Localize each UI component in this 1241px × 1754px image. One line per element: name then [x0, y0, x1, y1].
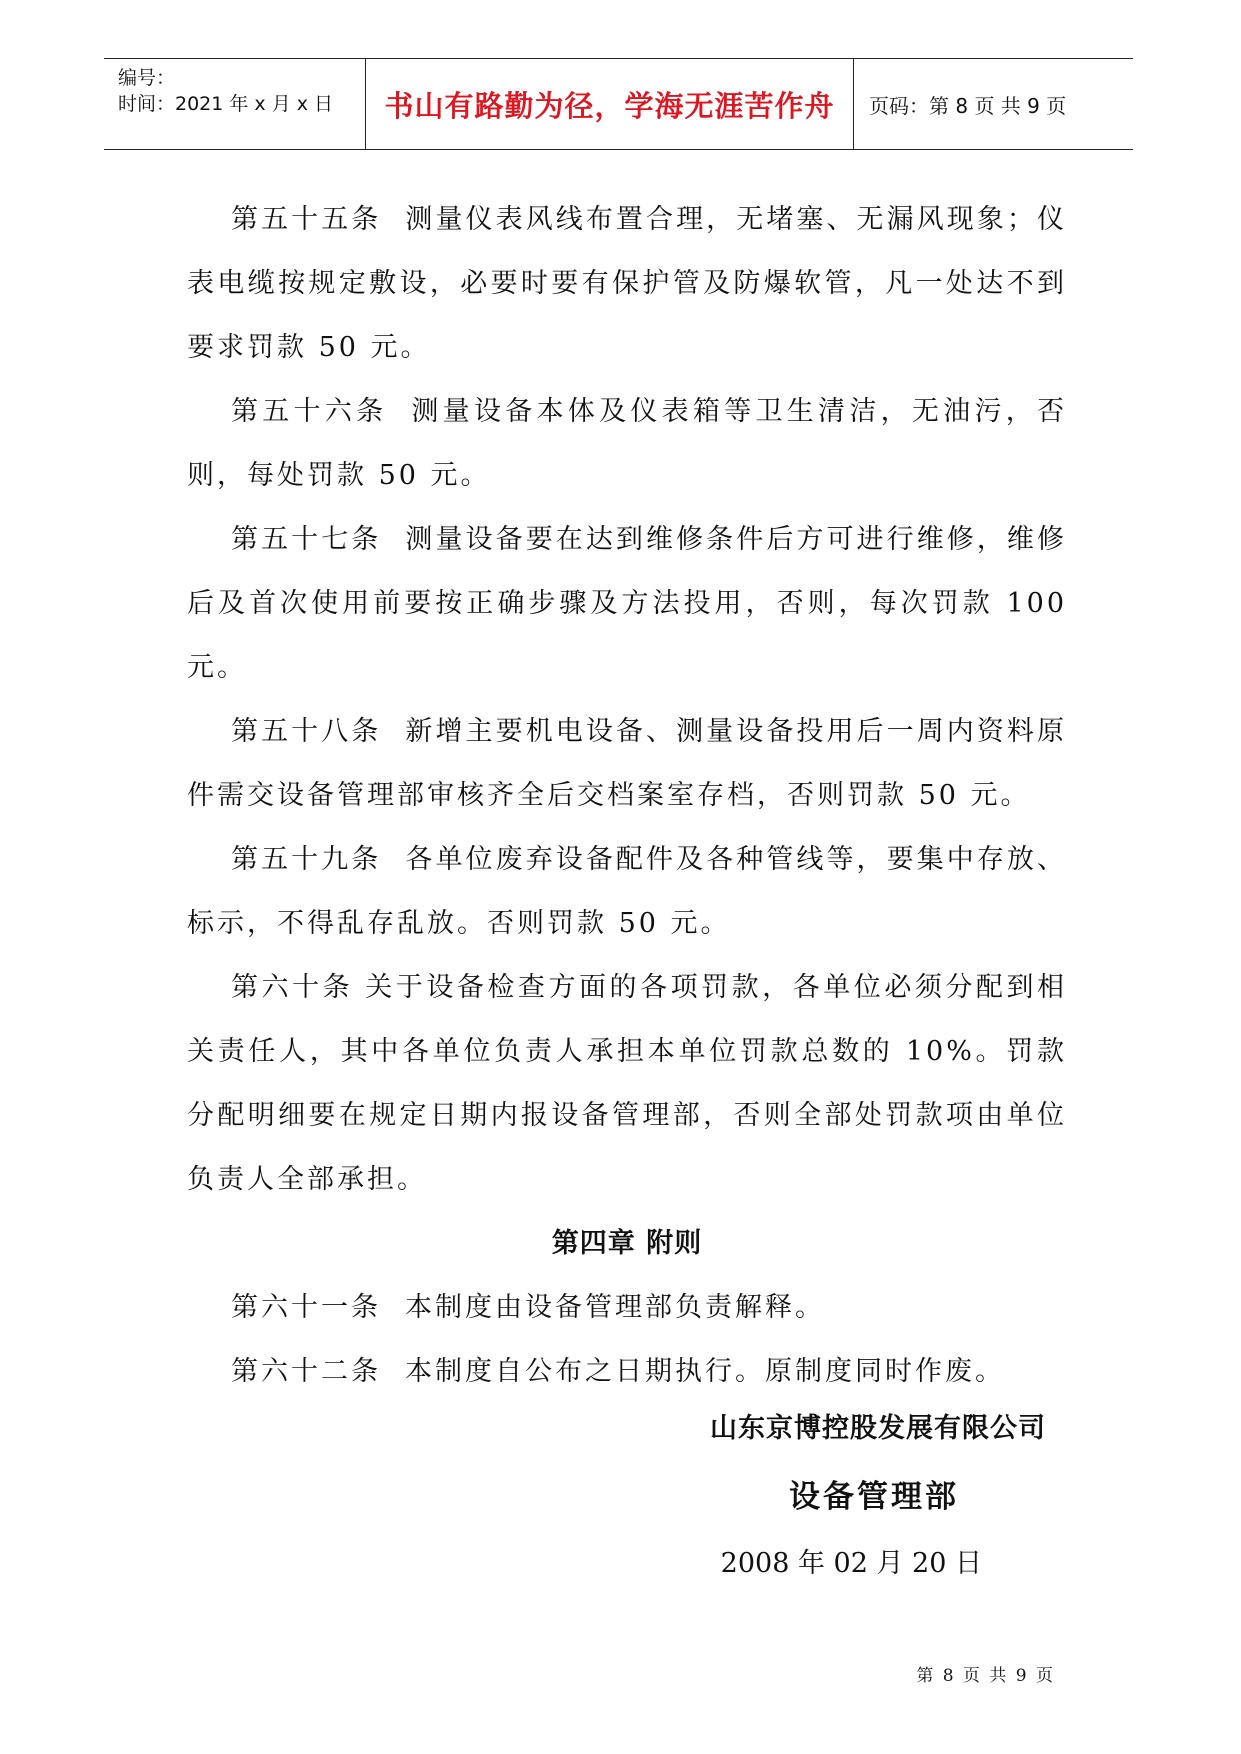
article-text: 各单位废弃设备配件及各种管线等，要集中存放、标示，不得乱存乱放。否则罚款 50 元。 — [187, 844, 1068, 939]
page-footer: 第 8 页 共 9 页 — [916, 1666, 1055, 1686]
signature-date: 2008 年 02 月 20 日 — [720, 1548, 982, 1579]
signature-department: 设备管理部 — [789, 1479, 959, 1515]
article — [187, 380, 1067, 508]
document-body — [187, 188, 1067, 1404]
article-number: 第五十八条 — [231, 716, 382, 747]
article-text: 测量设备要在达到维修条件后方可进行维修，维修后及首次使用前要按正确步骤及方法投用，否则，每次罚款 100 元。 — [187, 524, 1068, 683]
article-number: 第六十条 — [231, 972, 354, 1003]
article — [187, 956, 1067, 1212]
article-text: 本制度由设备管理部负责解释。 — [405, 1292, 825, 1323]
article — [187, 188, 1067, 380]
article — [187, 700, 1067, 828]
article-text: 测量仪表风线布置合理，无堵塞、无漏风现象；仪表电缆按规定敷设，必要时要有保护管及防爆软管，凡一处达不到要求罚款 50 元。 — [187, 204, 1068, 363]
document-time-label: 时间：2021 年 x 月 x 日 — [118, 93, 334, 115]
article-number: 第五十七条 — [231, 524, 382, 555]
article-text: 新增主要机电设备、测量设备投用后一周内资料原件需交设备管理部审核齐全后交档案室存档，否则罚款 50 元。 — [187, 716, 1068, 811]
article-number: 第六十二条 — [231, 1356, 381, 1387]
article-text: 关于设备检查方面的各项罚款，各单位必须分配到相关责任人，其中各单位负责人承担本单位罚款总数的 10%。罚款分配明细要在规定日期内报设备管理部，否则全部处罚款项由单位负责人全部承担。 — [187, 972, 1068, 1195]
article — [187, 508, 1067, 700]
page-header — [104, 58, 1133, 150]
article-text: 测量设备本体及仪表箱等卫生清洁，无油污，否则，每处罚款 50 元。 — [187, 396, 1068, 491]
document-number-label: 编号： — [118, 67, 176, 89]
article-number: 第五十九条 — [231, 844, 382, 875]
article-number: 第五十五条 — [231, 204, 382, 235]
article — [187, 828, 1067, 956]
header-page-number: 页码：第 8 页 共 9 页 — [869, 93, 1067, 118]
article-text: 本制度自公布之日期执行。原制度同时作废。 — [405, 1356, 1005, 1387]
header-motto: 书山有路勤为径，学海无涯苦作舟 — [384, 88, 835, 123]
article — [187, 1340, 1067, 1404]
chapter-title: 第四章 附则 — [551, 1228, 703, 1259]
header-meta — [104, 59, 366, 149]
header-motto-cell — [366, 59, 854, 149]
article — [187, 1276, 1067, 1340]
article-number: 第五十六条 — [231, 396, 388, 427]
article-number: 第六十一条 — [231, 1292, 381, 1323]
signature-company: 山东京博控股发展有限公司 — [710, 1413, 1046, 1444]
